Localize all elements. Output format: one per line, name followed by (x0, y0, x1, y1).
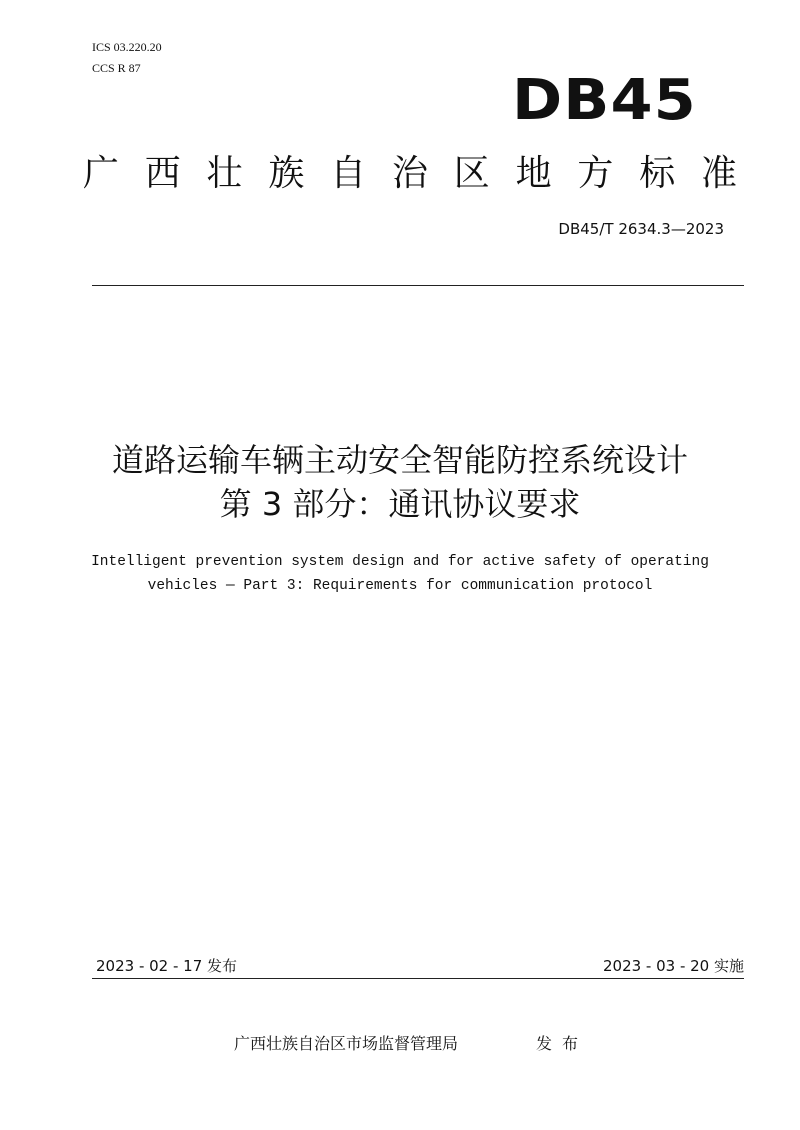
ccs-code: CCS R 87 (92, 61, 141, 75)
category-char: 方 (577, 153, 614, 194)
document-title-line-1: 道路运输车辆主动安全智能防控系统设计 (111, 441, 688, 479)
issue-date: 2023 - 02 - 17 发布 (96, 957, 238, 975)
english-title-line-2: vehicles — Part 3: Requirements for communication protocol (147, 578, 653, 594)
db45-logo: DB45 (512, 68, 697, 133)
standard-code: DB45/T 2634.3—2023 (558, 220, 724, 238)
standard-category-title (70, 152, 750, 196)
category-char: 西 (144, 153, 181, 194)
category-char: 自 (330, 153, 367, 194)
category-char: 壮 (206, 153, 243, 194)
ics-code: ICS 03.220.20 (92, 40, 162, 54)
category-char: 广 (82, 153, 119, 194)
category-char: 标 (639, 153, 676, 194)
footer-divider (92, 978, 744, 979)
implementation-date: 2023 - 03 - 20 实施 (602, 957, 744, 975)
header-divider (92, 285, 744, 286)
category-char: 治 (391, 153, 428, 194)
category-char: 地 (515, 153, 552, 194)
english-title-line-1: Intelligent prevention system design and for active safety of operating (91, 554, 709, 570)
category-char: 族 (268, 153, 305, 194)
publish-label: 发布 (536, 1034, 589, 1053)
category-char: 准 (701, 153, 738, 194)
category-char: 区 (453, 153, 490, 194)
publisher-name: 广西壮族自治区市场监督管理局 (234, 1034, 459, 1053)
document-title-line-2: 第 3 部分：通讯协议要求 (219, 485, 581, 523)
